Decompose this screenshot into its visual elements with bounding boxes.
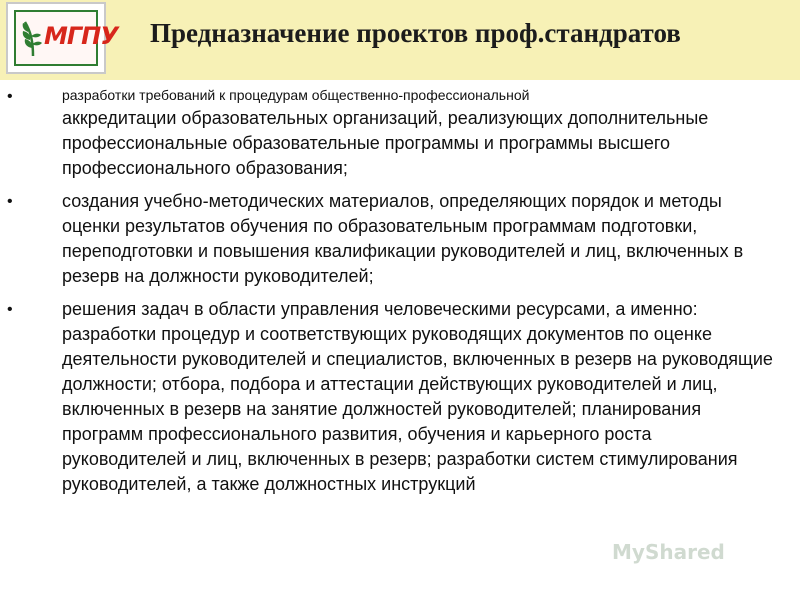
logo-frame	[14, 10, 118, 66]
bullet-item	[0, 189, 800, 289]
bullet-list	[0, 84, 800, 505]
bullet-text: аккредитации образовательных организаций, реализующих дополнительные профессиональные образовательные программы и программы высшего профессионального образования;	[62, 108, 709, 178]
bullet-lead-text: разработки требований к процедурам общественно-профессиональной	[62, 87, 530, 103]
bullet-marker: •	[7, 88, 13, 105]
bullet-marker: •	[7, 193, 13, 210]
slide-title: Предназначение проектов проф.стандратов	[150, 18, 681, 48]
watermark-text: MyShared	[612, 540, 725, 564]
bullet-item	[0, 297, 800, 497]
wheat-icon	[19, 18, 47, 58]
bullet-item	[0, 84, 800, 181]
logo-text: МГПУ	[44, 22, 118, 50]
bullet-text: создания учебно-методических материалов, определяющих порядок и методы оценки результатов обучения по образовательным программам подготовки, переподготовки и повышения квалификации руководителей и лиц, включенных в резерв на должности руководителей;	[62, 191, 744, 286]
bullet-marker: •	[7, 301, 13, 318]
university-logo	[6, 2, 118, 74]
bullet-text: решения задач в области управления человеческими ресурсами, а именно: разработки процедур и соответствующих руководящих документов по оценке деятельности руководителей и специалистов, включенных в резерв на руководящие должности; отбора, подбора и аттестации действующих руководителей и лиц, включенных в резерв на занятие должностей руководителей; планирования программ профессионального развития, обучения и карьерного роста руководителей и лиц, включенных в резерв; разработки систем стимулирования руководителей, а также должностных инструкций	[62, 299, 773, 494]
